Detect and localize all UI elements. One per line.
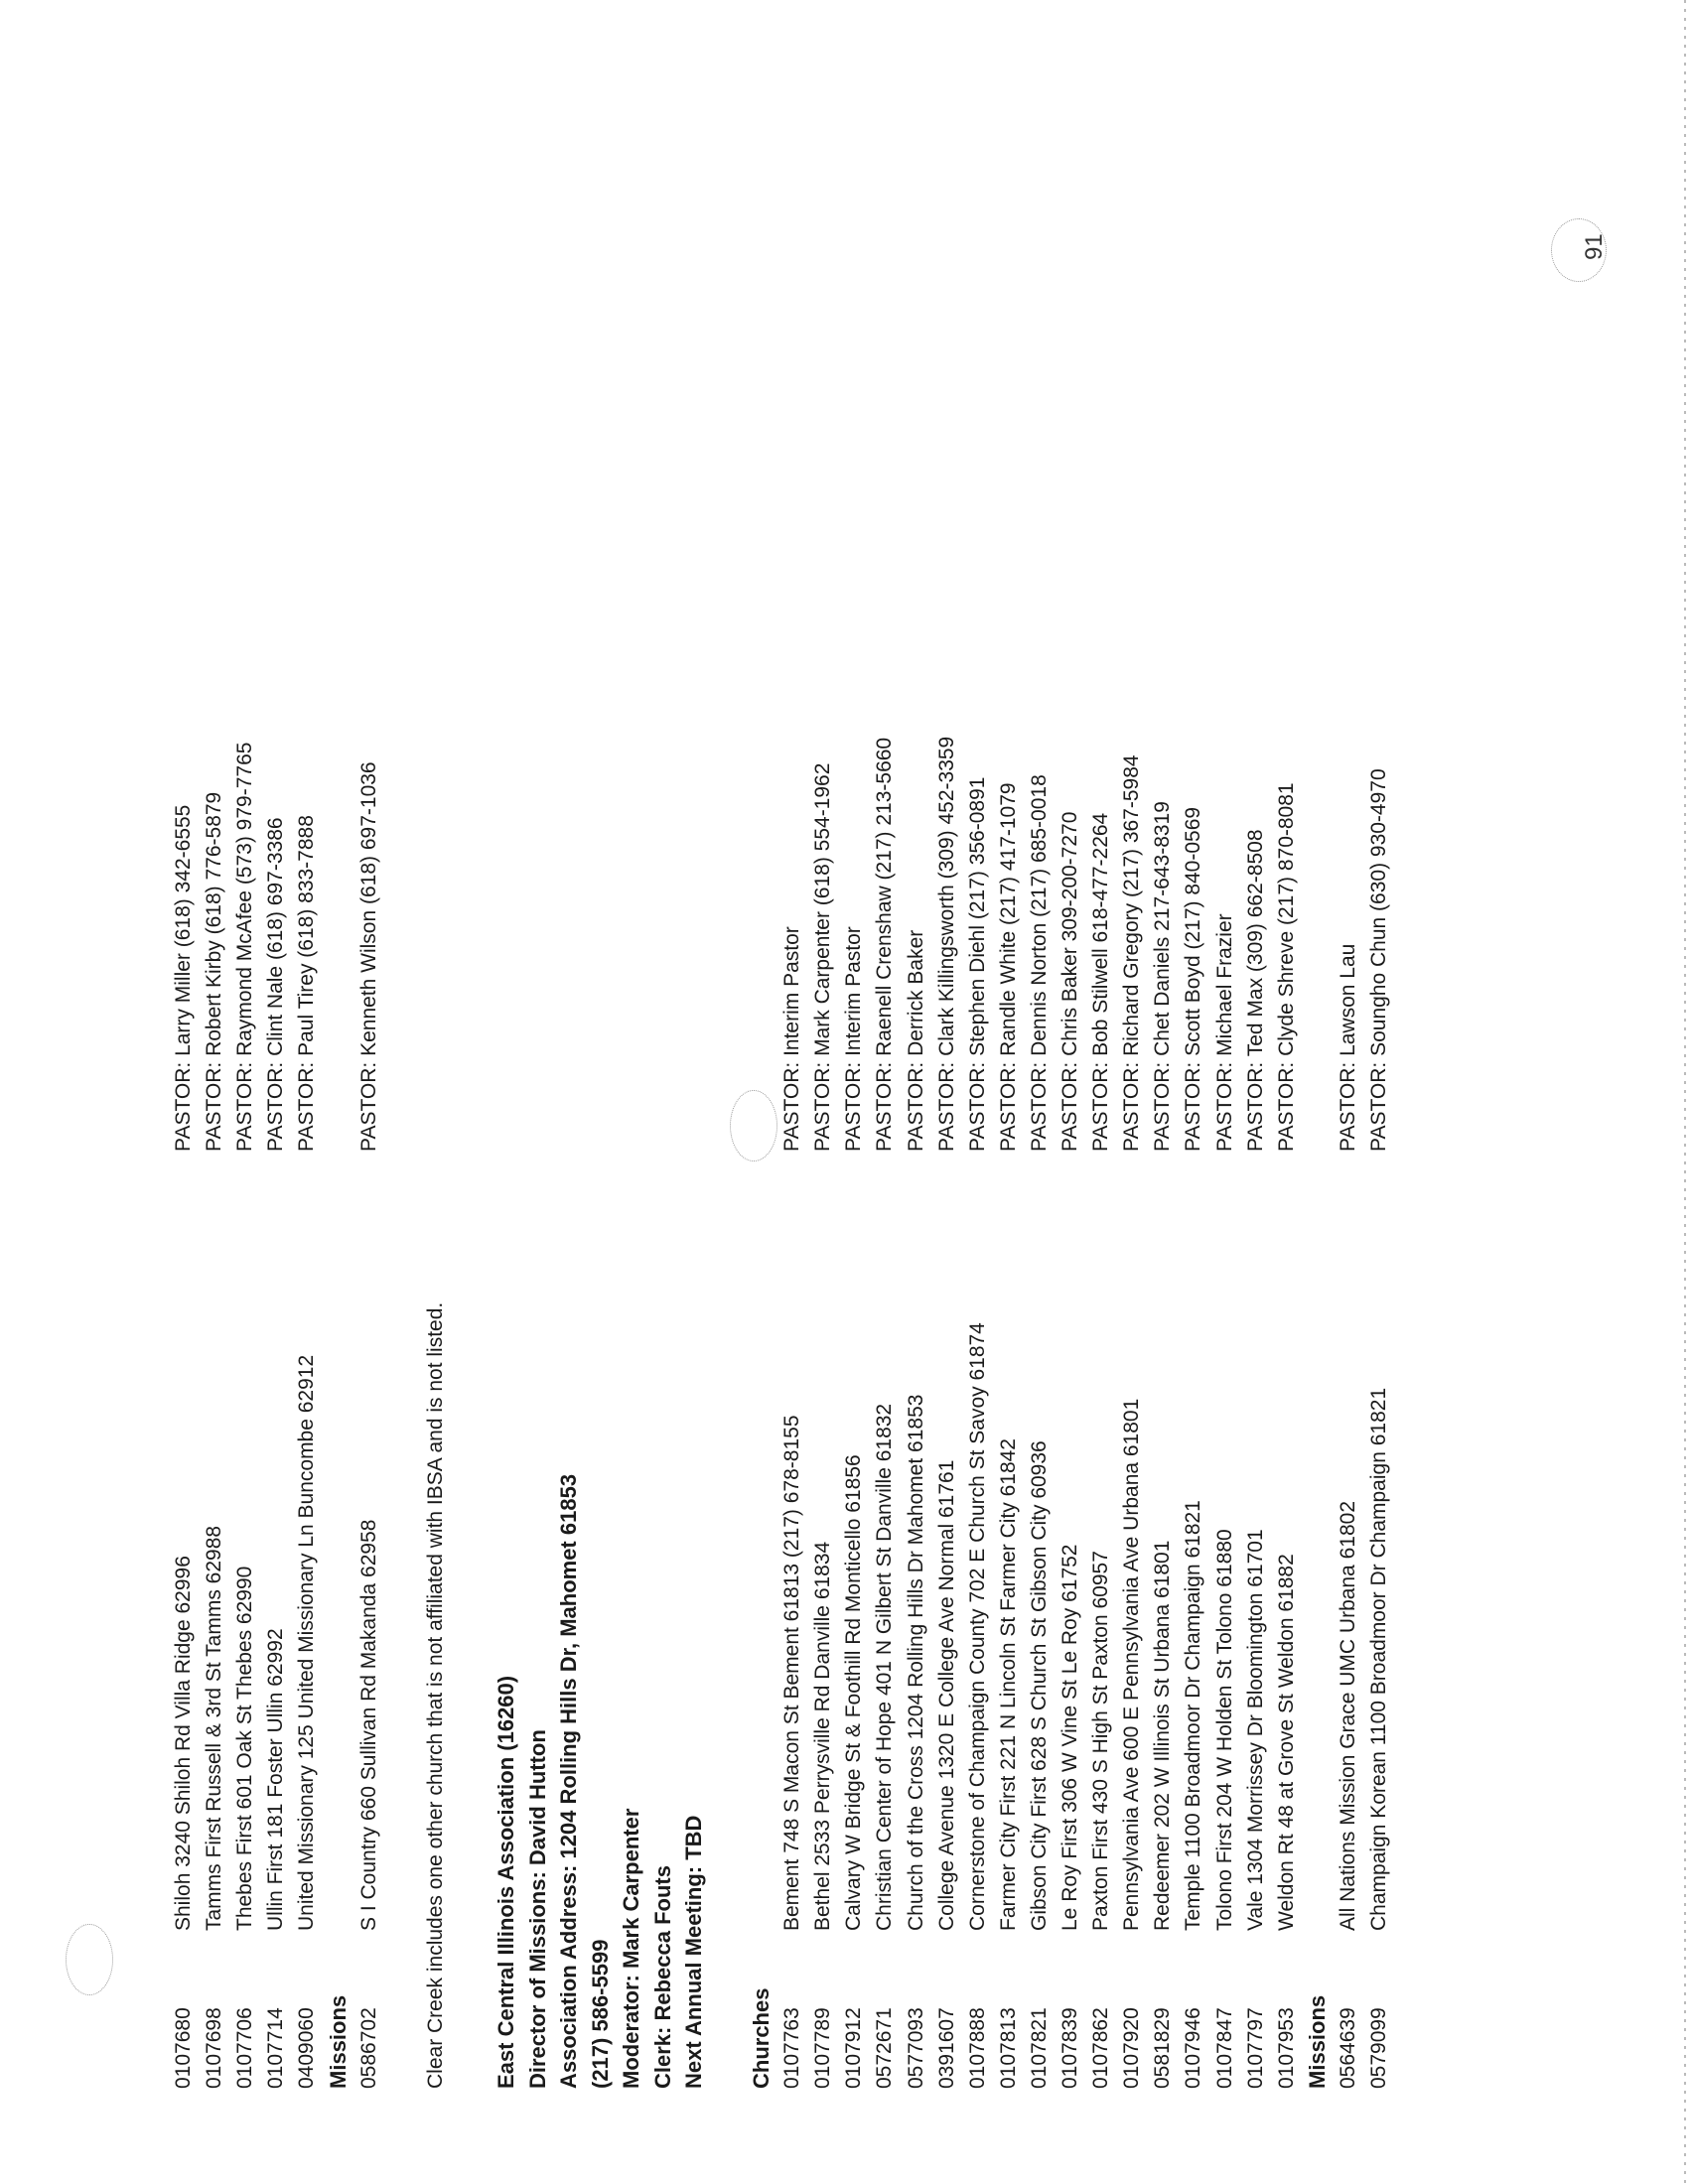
pastor-entry: PASTOR: Clyde Shreve (217) 870-8081 bbox=[1274, 782, 1298, 1152]
church-code: 0107953 bbox=[1274, 2007, 1298, 2089]
pastor-entry: PASTOR: Larry Miller (618) 342-6555 bbox=[172, 804, 195, 1152]
moderator: Moderator: Mark Carpenter bbox=[619, 1808, 643, 2089]
association-address: Association Address: 1204 Rolling Hills Dr, Mahomet 61853 bbox=[556, 1473, 581, 2089]
church-entry: Gibson City First 628 S Church St Gibson City 60936 bbox=[1027, 1440, 1051, 1931]
pastor-entry: PASTOR: Clint Nale (618) 697-3386 bbox=[264, 817, 288, 1152]
church-code: 0107714 bbox=[264, 2007, 288, 2089]
missions-heading: Missions bbox=[1304, 1994, 1330, 2089]
church-code: 0107888 bbox=[965, 2007, 989, 2089]
pastor-entry: PASTOR: Scott Boyd (217) 840-0569 bbox=[1182, 806, 1205, 1152]
pastor-entry: PASTOR: Raenell Crenshaw (217) 213-5660 bbox=[873, 737, 897, 1152]
church-code: 0107839 bbox=[1058, 2007, 1081, 2089]
church-entry: Le Roy First 306 W Vine St Le Roy 61752 bbox=[1058, 1544, 1081, 1931]
pastor-entry: PASTOR: Chet Daniels 217-643-8319 bbox=[1151, 801, 1175, 1152]
pastor-entry: PASTOR: Stephen Diehl (217) 356-0891 bbox=[965, 776, 989, 1152]
church-code: 0107946 bbox=[1182, 2007, 1205, 2089]
church-code: 0107920 bbox=[1120, 2007, 1144, 2089]
pastor-entry: PASTOR: Robert Kirby (618) 776-5879 bbox=[203, 791, 226, 1152]
director-of-missions: Director of Missions: David Hutton bbox=[524, 1729, 550, 2089]
church-entry: Paxton First 430 S High St Paxton 60957 bbox=[1089, 1551, 1113, 1931]
church-entry: Temple 1100 Broadmoor Dr Champaign 61821 bbox=[1182, 1500, 1205, 1931]
page-number: 91 bbox=[1581, 233, 1608, 260]
church-entry: Christian Center of Hope 401 N Gilbert St Danville 61832 bbox=[873, 1403, 897, 1931]
church-entry: Shiloh 3240 Shiloh Rd Villa Ridge 62996 bbox=[172, 1556, 195, 1931]
church-code: 0581829 bbox=[1151, 2007, 1175, 2089]
church-entry: Redeemer 202 W Illinois St Urbana 61801 bbox=[1151, 1540, 1175, 1931]
pastor-entry: PASTOR: Richard Gregory (217) 367-5984 bbox=[1120, 754, 1144, 1152]
pastor-entry: PASTOR: Interim Pastor bbox=[780, 926, 804, 1152]
association-phone: (217) 586-5599 bbox=[587, 1939, 613, 2089]
church-code: 0107797 bbox=[1243, 2007, 1267, 2089]
church-entry: Tolono First 204 W Holden St Tolono 61880 bbox=[1212, 1529, 1236, 1931]
pastor-entry: PASTOR: Raymond McAfee (573) 979-7765 bbox=[233, 742, 257, 1152]
association-note: Clear Creek includes one other church that is not affiliated with IBSA and is not listed. bbox=[424, 1301, 447, 2089]
church-code: 0107821 bbox=[1027, 2007, 1051, 2089]
pastor-entry: PASTOR: Michael Frazier bbox=[1212, 913, 1236, 1152]
church-code: 0107862 bbox=[1089, 2007, 1113, 2089]
pastor-entry: PASTOR: Interim Pastor bbox=[842, 926, 866, 1152]
church-code: 0586702 bbox=[356, 2007, 380, 2089]
church-code: 0107813 bbox=[996, 2007, 1020, 2089]
church-code: 0107680 bbox=[172, 2007, 195, 2089]
church-code: 0107698 bbox=[203, 2007, 226, 2089]
church-entry: Calvary W Bridge St & Foothill Rd Monticello 61856 bbox=[842, 1454, 866, 1931]
churches-heading: Churches bbox=[749, 1987, 774, 2089]
church-entry: Bethel 2533 Perrysville Rd Danville 61834 bbox=[811, 1541, 835, 1931]
church-entry: S I Country 660 Sullivan Rd Makanda 62958 bbox=[356, 1519, 380, 1931]
church-code: 0391607 bbox=[934, 2007, 958, 2089]
church-entry: College Avenue 1320 E College Ave Normal 61761 bbox=[934, 1459, 958, 1931]
church-code: 0577093 bbox=[904, 2007, 927, 2089]
church-code: 0409060 bbox=[295, 2007, 319, 2089]
pastor-entry: PASTOR: Lawson Lau bbox=[1336, 943, 1359, 1152]
church-entry: Champaign Korean 1100 Broadmoor Dr Champaign 61821 bbox=[1367, 1387, 1390, 1931]
pastor-entry: PASTOR: Clark Killingsworth (309) 452-3359 bbox=[934, 736, 958, 1152]
church-entry: Church of the Cross 1204 Rolling Hills Dr Mahomet 61853 bbox=[904, 1394, 927, 1931]
church-entry: Weldon Rt 48 at Grove St Weldon 61882 bbox=[1274, 1554, 1298, 1931]
church-entry: Ullin First 181 Foster Ullin 62992 bbox=[264, 1628, 288, 1931]
pastor-entry: PASTOR: Dennis Norton (217) 685-0018 bbox=[1027, 774, 1051, 1152]
church-code: 0107789 bbox=[811, 2007, 835, 2089]
missions-heading: Missions bbox=[325, 1994, 351, 2089]
pastor-entry: PASTOR: Kenneth Wilson (618) 697-1036 bbox=[356, 761, 380, 1152]
church-entry: Cornerstone of Champaign County 702 E Church St Savoy 61874 bbox=[965, 1322, 989, 1931]
church-entry: Farmer City First 221 N Lincoln St Farmer City 61842 bbox=[996, 1438, 1020, 1931]
next-annual-meeting: Next Annual Meeting: TBD bbox=[681, 1815, 706, 2089]
pastor-entry: PASTOR: Soungho Chun (630) 930-4970 bbox=[1367, 768, 1390, 1152]
pastor-entry: PASTOR: Derrick Baker bbox=[904, 929, 927, 1152]
church-code: 0564639 bbox=[1336, 2007, 1359, 2089]
church-entry: Thebes First 601 Oak St Thebes 62990 bbox=[233, 1566, 257, 1931]
church-entry: United Missionary 125 United Missionary Ln Buncombe 62912 bbox=[295, 1354, 319, 1931]
association-name: East Central Illinois Association (16260) bbox=[494, 1675, 518, 2089]
pastor-entry: PASTOR: Chris Baker 309-200-7270 bbox=[1058, 811, 1081, 1152]
church-code: 0579099 bbox=[1367, 2007, 1390, 2089]
pastor-entry: PASTOR: Paul Tirey (618) 833-7888 bbox=[295, 815, 319, 1152]
pastor-entry: PASTOR: Ted Max (309) 662-8508 bbox=[1243, 829, 1267, 1152]
church-entry: Bement 748 S Macon St Bement 61813 (217) 678-8155 bbox=[780, 1415, 804, 1931]
church-code: 0107706 bbox=[233, 2007, 257, 2089]
church-entry: Pennsylvania Ave 600 E Pennsylvania Ave Urbana 61801 bbox=[1120, 1398, 1144, 1931]
church-entry: All Nations Mission Grace UMC Urbana 61802 bbox=[1336, 1500, 1359, 1931]
clerk: Clerk: Rebecca Fouts bbox=[649, 1865, 675, 2089]
pastor-entry: PASTOR: Bob Stilwell 618-477-2264 bbox=[1089, 812, 1113, 1152]
church-entry: Tamms First Russell & 3rd St Tamms 62988 bbox=[203, 1525, 226, 1931]
church-code: 0107847 bbox=[1212, 2007, 1236, 2089]
church-code: 0572671 bbox=[873, 2007, 897, 2089]
pastor-entry: PASTOR: Mark Carpenter (618) 554-1962 bbox=[811, 762, 835, 1152]
church-code: 0107912 bbox=[842, 2007, 866, 2089]
church-code: 0107763 bbox=[780, 2007, 804, 2089]
church-entry: Vale 1304 Morrissey Dr Bloomington 61701 bbox=[1243, 1529, 1267, 1931]
pastor-entry: PASTOR: Randle White (217) 417-1079 bbox=[996, 782, 1020, 1152]
